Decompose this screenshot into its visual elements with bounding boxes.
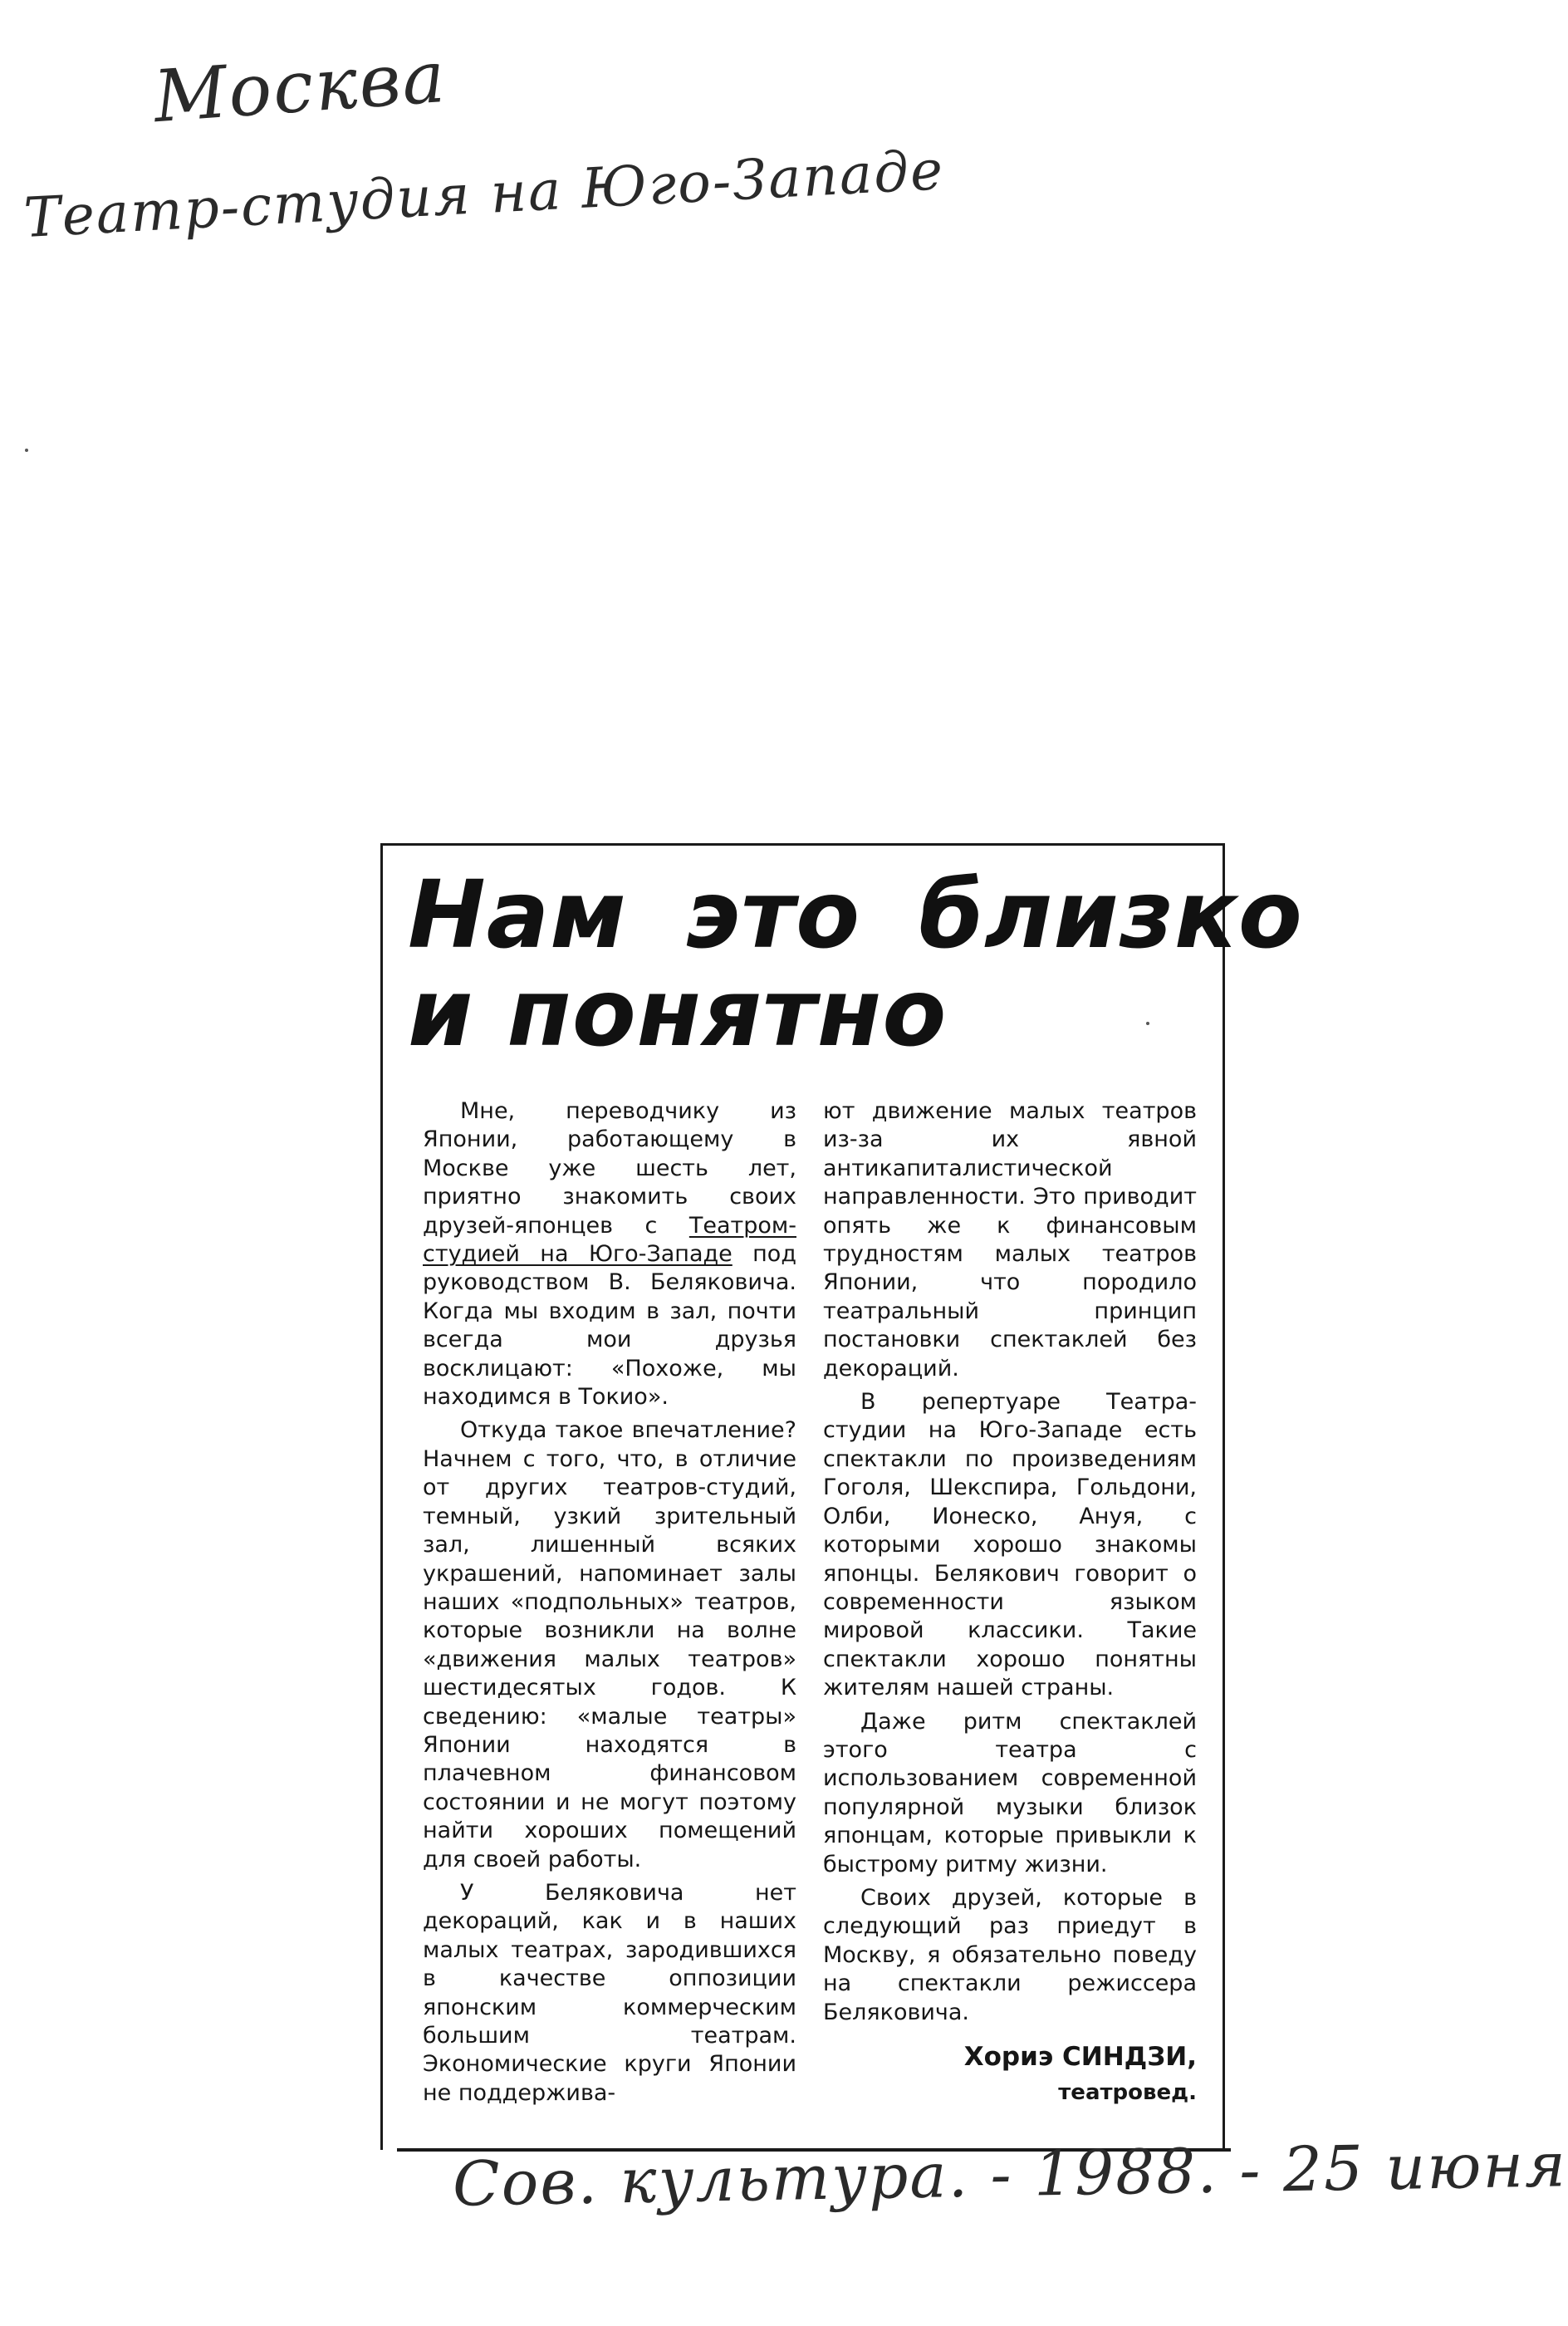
- paragraph: Своих друзей, которые в следующий раз приедут в Москву, я обязательно поведу на спектакли режиссера Беляковича.: [823, 1884, 1197, 2025]
- handwritten-theatre-note: Театр-студия на Юго-Западе: [22, 138, 946, 250]
- scan-speck: [25, 449, 28, 452]
- newspaper-clipping: [380, 843, 1303, 2150]
- paragraph: [423, 1097, 796, 1411]
- paragraph: Откуда такое впечатление? Начнем с того, что, в отличие от других театров-студий, темный, узкий зрительный зал, лишенный всяких украшений, напоминает залы наших «подпольных» театров, которые возникли на волне «движения малых театров» шестидесятых годов. К сведению: «малые театры» Японии находятся в плачевном финансовом состоянии и не могут поэтому найти хороших помещений для своей работы.: [423, 1417, 796, 1872]
- paragraph: В репертуаре Театра-студии на Юго-Западе есть спектакли по произведениям Гоголя, Шекспира, Гольдони, Олби, Ионеско, Ануя, с которыми хорошо знакомы японцы. Белякович говорит о современности языком мировой классики. Такие спектакли хорошо понятны жителям нашей страны.: [823, 1389, 1197, 1701]
- author-name: Хориэ СИНДЗИ,: [963, 2042, 1197, 2072]
- handwritten-city-note: Москва: [150, 35, 449, 140]
- paragraph: ют движение малых театров из-за их явной антикапиталистической направленности. Это приводит опять же к финансовым трудностям малых театров Японии, что породило театральный принцип постановки спектаклей без декораций.: [823, 1098, 1197, 1381]
- article-headline: [408, 861, 1303, 1067]
- article-left-column: [423, 1097, 796, 2108]
- paragraph-text: под руководством В. Беляковича. Когда мы входим в зал, почти всегда мои друзья восклицают: «Похоже, мы находимся в Токио».: [423, 1241, 796, 1411]
- handwritten-source-note: Сов. культура. - 1988. - 25 июня: [452, 2129, 1568, 2220]
- article-right-column: [823, 1097, 1197, 2027]
- underlined-theatre-name: Театром-студией на Юго-Западе: [423, 1212, 796, 1268]
- paragraph: У Беляковича нет декораций, как и в наших малых театрах, зародившихся в качестве оппозиции японским коммерческим большим театрам. Экономические круги Японии не поддержива-: [423, 1879, 796, 2106]
- paragraph-text: Мне, переводчику из Японии, работающему в Москве уже шесть лет, приятно знакомить своих друзей-японцев с: [423, 1098, 796, 1239]
- paragraph: Даже ритм спектаклей этого театра с использованием современной популярной музыки близок японцам, которые привыкли к быстрому ритму жизни.: [823, 1708, 1197, 1877]
- author-role: театровед.: [1058, 2080, 1197, 2105]
- headline-line-1: Нам это близко: [408, 861, 1303, 969]
- headline-line-2: и понятно: [408, 959, 948, 1067]
